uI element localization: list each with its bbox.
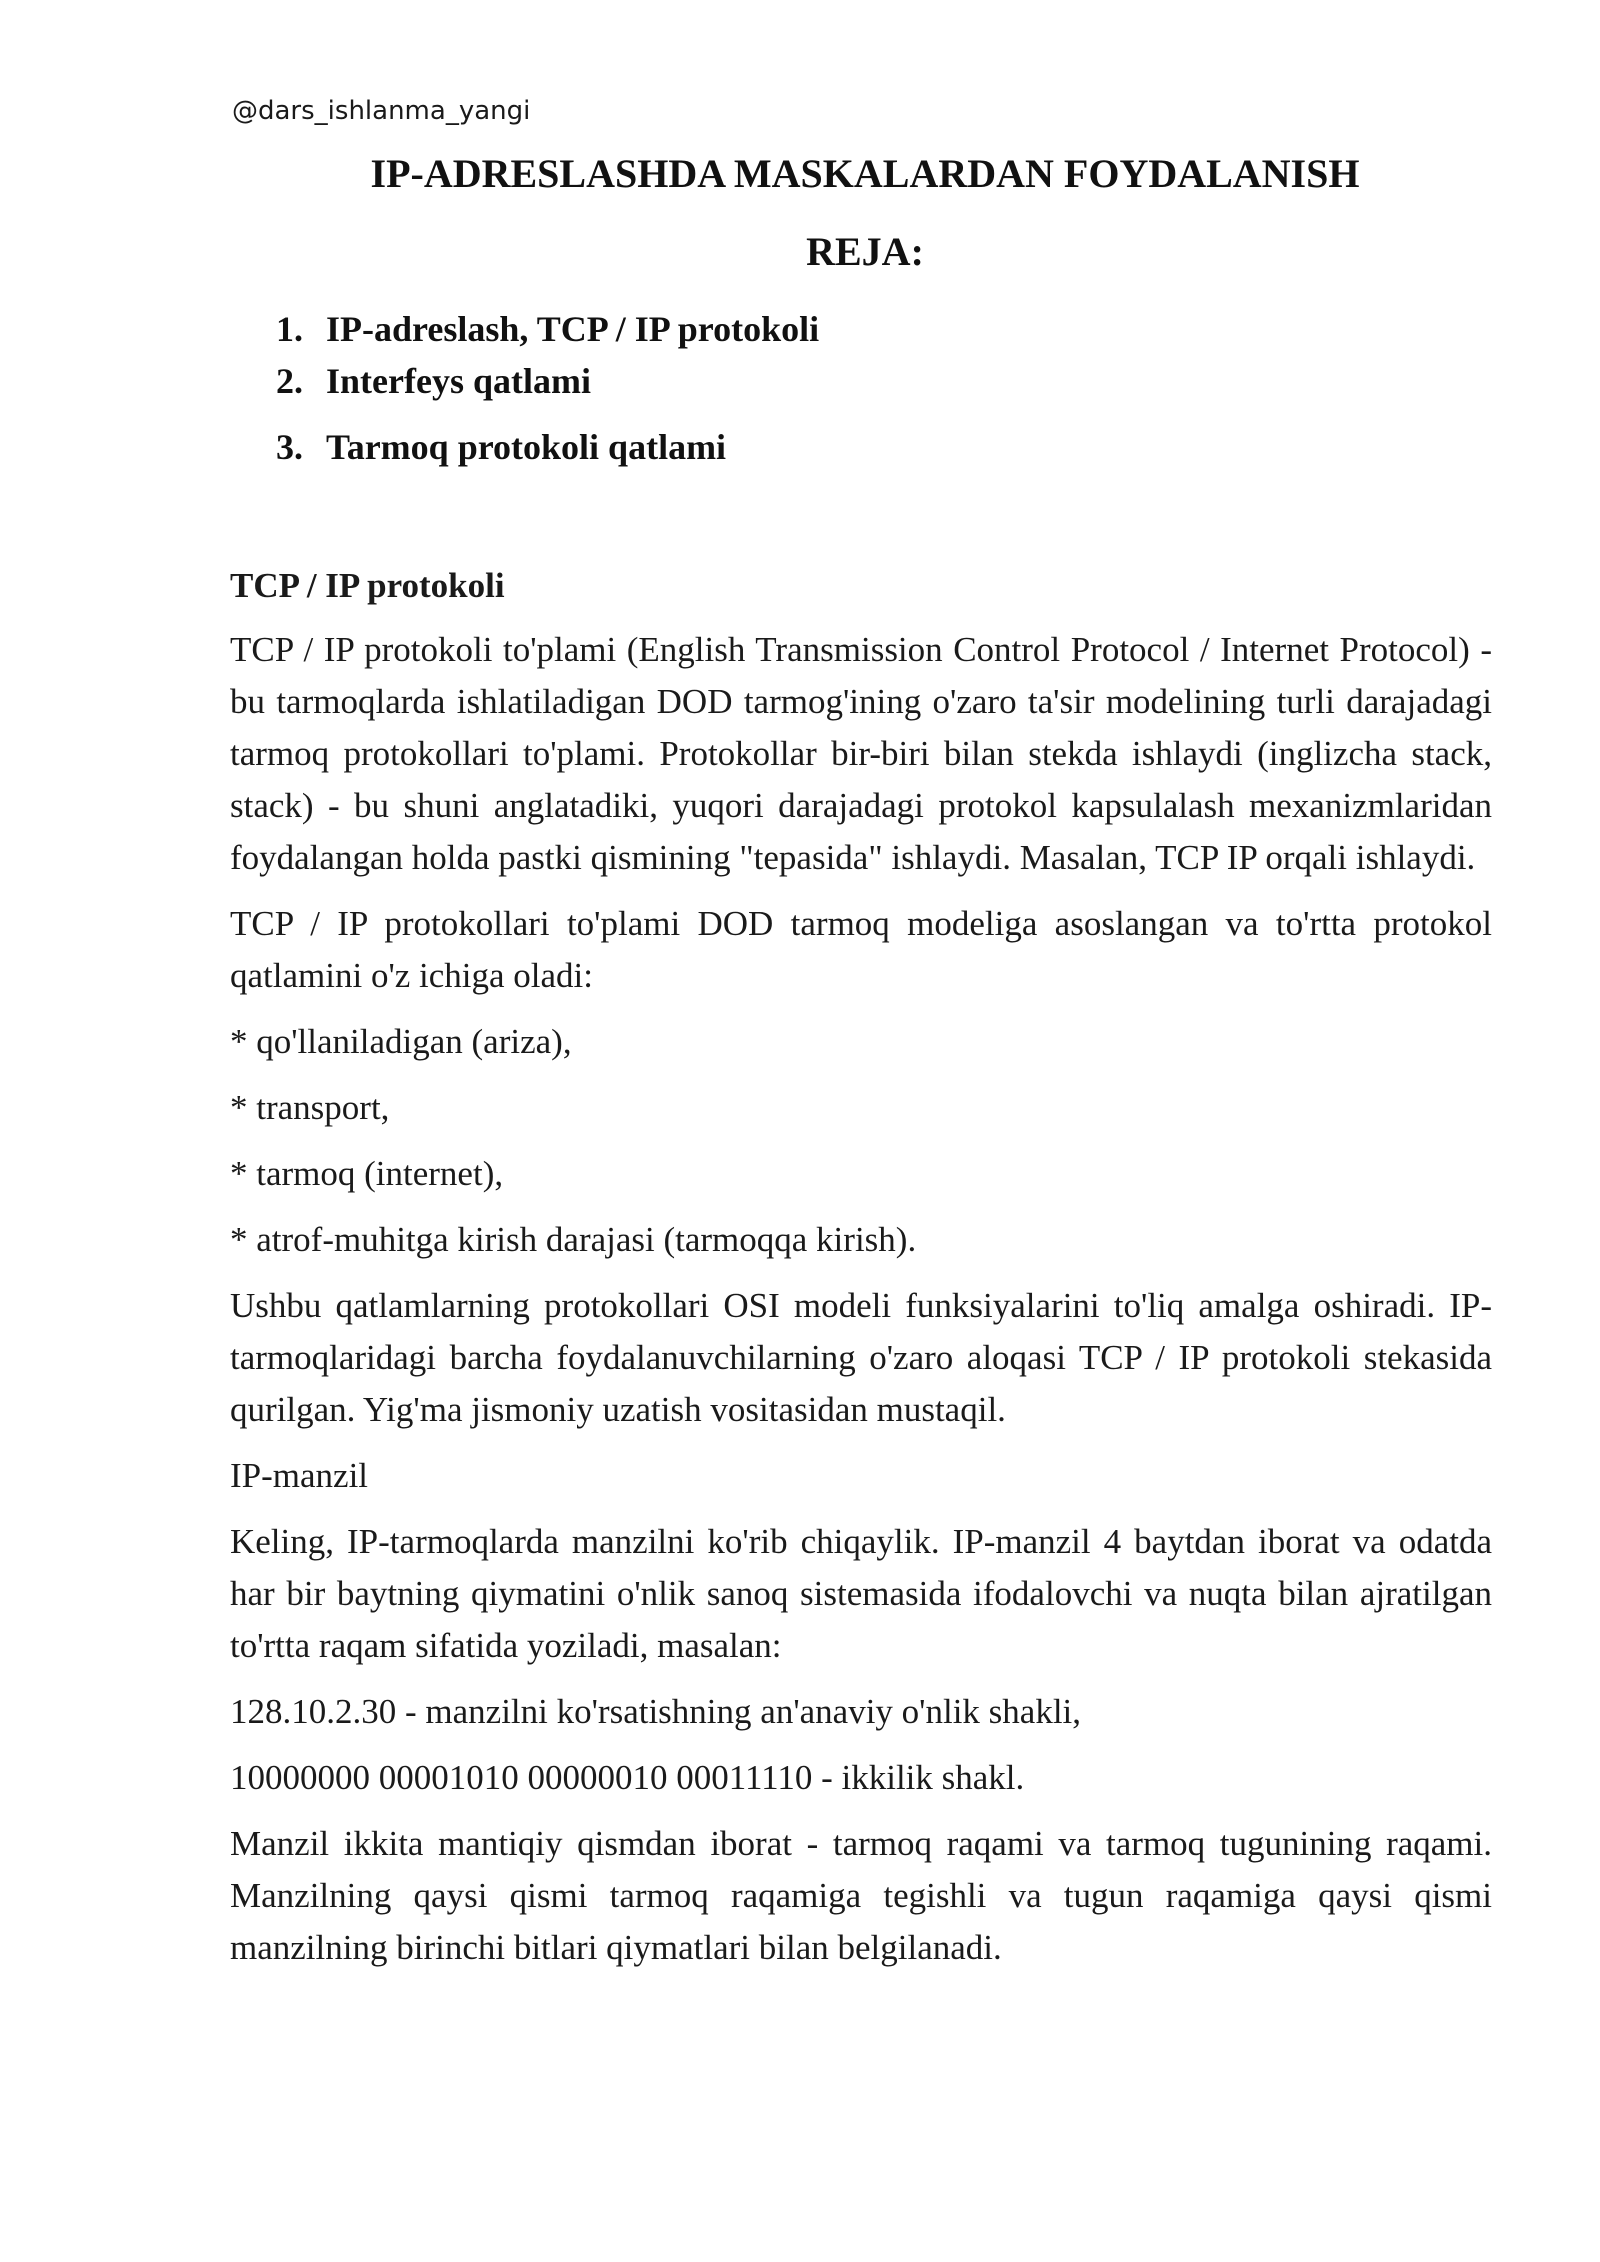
section-heading: TCP / IP protokoli: [230, 566, 505, 605]
example-line: 10000000 00001010 00000010 00011110 - ikkilik shakl.: [230, 1758, 1025, 1797]
plan-item: [276, 308, 819, 350]
plan-item: [276, 360, 591, 402]
document-title: IP-ADRESLASHDA MASKALARDAN FOYDALANISH: [370, 151, 1360, 196]
bullet-item: * tarmoq (internet),: [230, 1154, 504, 1193]
plan-item-label: Tarmoq protokoli qatlami: [326, 427, 727, 467]
bullet-item: * qo'llaniladigan (ariza),: [230, 1022, 572, 1061]
document-body: [230, 560, 1492, 1988]
paragraph: Keling, IP-tarmoqlarda manzilni ko'rib chiqaylik. IP-manzil 4 baytdan iborat va odatda har bir baytning qiymatini o'nlik sanoq sistemasida ifodalovchi va nuqta bilan ajratilgan to'rtta raqam sifatida yoziladi, masalan:: [230, 1522, 1492, 1665]
plan-item-number: 1.: [276, 309, 303, 349]
plan-item-number: 2.: [276, 361, 303, 401]
paragraph: TCP / IP protokoli to'plami (English Transmission Control Protocol / Internet Protocol) - bu tarmoqlarda ishlatiladigan DOD tarmog'ining o'zaro ta'sir modelining turli darajadagi tarmoq protokollari to'plami. Protokollar bir-biri bilan stekda ishlaydi (inglizcha stack, stack) - bu shuni anglatadiki, yuqori darajadagi protokol kapsulalash mexanizmlaridan foydalangan holda pastki qismining "tepasida" ishlaydi. Masalan, TCP IP orqali ishlaydi.: [230, 630, 1492, 877]
channel-tag: @dars_ishlanma_yangi: [232, 96, 531, 126]
plan-heading: REJA:: [806, 229, 924, 274]
plan-item-label: Interfeys qatlami: [326, 361, 591, 401]
bullet-item: * atrof-muhitga kirish darajasi (tarmoqqa kirish).: [230, 1220, 917, 1259]
plan-item-number: 3.: [276, 427, 303, 467]
bullet-item: * transport,: [230, 1088, 390, 1127]
paragraph: TCP / IP protokollari to'plami DOD tarmoq modeliga asoslangan va to'rtta protokol qatlamini o'z ichiga oladi:: [230, 904, 1492, 995]
example-line: 128.10.2.30 - manzilni ko'rsatishning an'anaviy o'nlik shakli,: [230, 1692, 1082, 1731]
paragraph: Manzil ikkita mantiqiy qismdan iborat - tarmoq raqami va tarmoq tugunining raqami. Manzilning qaysi qismi tarmoq raqamiga tegishli va tugun raqamiga qaysi qismi manzilning birinchi bitlari qiymatlari bilan belgilanadi.: [230, 1824, 1492, 1967]
subheading: IP-manzil: [230, 1456, 369, 1495]
paragraph: Ushbu qatlamlarning protokollari OSI modeli funksiyalarini to'liq amalga oshiradi. IP-tarmoqlaridagi barcha foydalanuvchilarning o'zaro aloqasi TCP / IP protokoli stekasida qurilgan. Yig'ma jismoniy uzatish vositasidan mustaqil.: [230, 1286, 1492, 1429]
plan-item: [276, 426, 726, 468]
plan-item-label: IP-adreslash, TCP / IP protokoli: [326, 309, 820, 349]
